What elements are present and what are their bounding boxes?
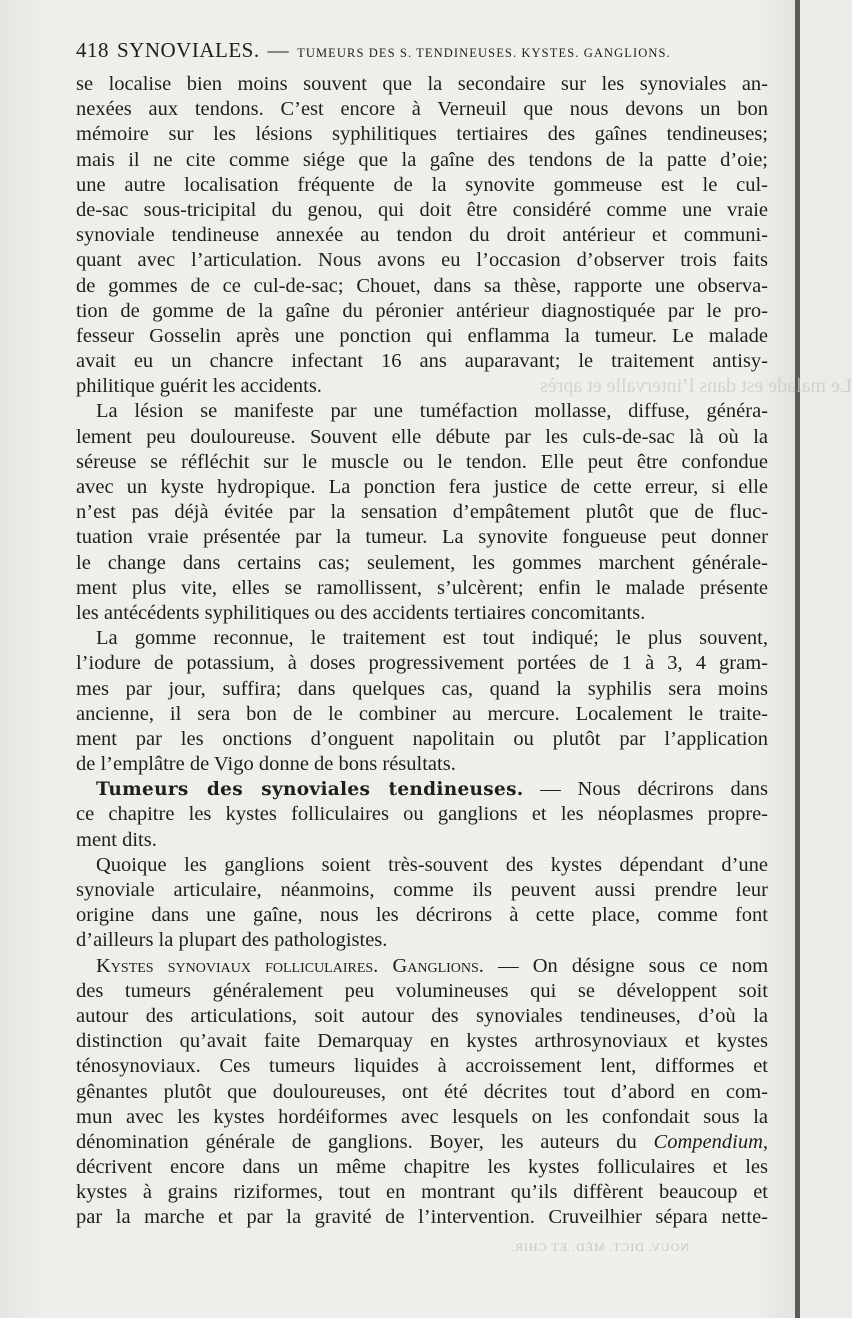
text-line: synoviale articulaire, néanmoins, comme ils peuvent aussi prendre leur bbox=[76, 879, 768, 901]
text-line: d’ailleurs la plupart des pathologistes. bbox=[76, 929, 388, 952]
text-line: ce chapitre les kystes folliculaires ou ganglions et les néoplasmes propre- bbox=[76, 803, 768, 826]
text-line: gênantes plutôt que douloureuses, ont été décrites tout d’abord en com- bbox=[76, 1080, 768, 1103]
text-line: tion de gomme de la gaîne du péronier antérieur diagnostiquée par le pro- bbox=[76, 299, 768, 322]
text-line: ment dits. bbox=[76, 828, 157, 851]
text-line: kystes à grains riziformes, tout en montrant qu’ils diffèrent beaucoup et bbox=[76, 1181, 768, 1204]
subsection-heading-line bbox=[76, 954, 768, 979]
bleed-through-text: Le malade est dans l’intervalle et après bbox=[540, 375, 852, 397]
header-separator: — bbox=[267, 38, 290, 62]
text-line: autour des articulations, soit autour des synoviales tendineuses, d’où la bbox=[76, 1004, 768, 1027]
text-line: avec un kyste hydropique. La ponction fera justice de cette erreur, si elle bbox=[76, 476, 768, 498]
text-line: philitique guérit les accidents. bbox=[76, 375, 322, 398]
text-line: quant avec l’articulation. Nous avons eu l’occasion d’observer trois faits bbox=[76, 249, 768, 272]
text-line: par la marche et par la gravité de l’intervention. Cruveilhier sépara nette- bbox=[76, 1206, 768, 1229]
text-line: nexées aux tendons. C’est encore à Verneuil que nous devons un bon bbox=[76, 98, 768, 121]
text-line: Quoique les ganglions soient très-souvent des kystes dépendant d’une bbox=[96, 853, 768, 876]
text-line: lement peu douloureuse. Souvent elle débute par les culs-de-sac là où la bbox=[76, 425, 768, 448]
text-line: le change dans certains cas; seulement, les gommes marchent générale- bbox=[76, 551, 768, 574]
text-line: ténosynoviaux. Ces tumeurs liquides à accroissement lent, difformes et bbox=[76, 1055, 768, 1078]
bleed-through-footer: NOUV. DICT. MÉD. ET CHIR. bbox=[510, 1240, 690, 1254]
text-line: ment par les onctions d’onguent napolitain ou plutôt par l’application bbox=[76, 727, 768, 750]
text-line: mémoire sur les lésions syphilitiques tertiaires des gaînes tendineuses; bbox=[76, 123, 768, 146]
text-line: La lésion se manifeste par une tuméfaction mollasse, diffuse, généra- bbox=[96, 400, 768, 423]
running-header bbox=[76, 38, 756, 63]
text-line: mes par jour, suffira; dans quelques cas, quand la syphilis sera moins bbox=[76, 677, 768, 700]
chapter-title: SYNOVIALES. bbox=[117, 38, 260, 62]
text-line: fesseur Gosselin après une ponction qui enflamma la tumeur. Le malade bbox=[76, 324, 768, 347]
text-line: avait eu un chancre infectant 16 ans auparavant; le traitement antisy- bbox=[76, 350, 768, 373]
text-line: n’est pas déjà évitée par la sensation d’empâtement plutôt que de fluc- bbox=[76, 501, 768, 524]
text-line: de l’emplâtre de Vigo donne de bons résultats. bbox=[76, 753, 456, 776]
text-line: distinction qu’avait faite Demarquay en kystes arthrosynoviaux et kystes bbox=[76, 1030, 768, 1053]
text-line: une autre localisation fréquente de la synovite gommeuse est le cul- bbox=[76, 173, 768, 196]
text-line: ment plus vite, elles se ramollissent, s’ulcèrent; enfin le malade présente bbox=[76, 576, 768, 599]
text-line: les antécédents syphilitiques ou des accidents tertiaires concomitants. bbox=[76, 601, 646, 624]
text-line-with-italic bbox=[76, 1130, 768, 1155]
text-line: La gomme reconnue, le traitement est tout indiqué; le plus souvent, bbox=[96, 627, 768, 650]
italic-word: Compendium, bbox=[653, 1130, 768, 1153]
text-run: — Nous décrirons dans bbox=[540, 778, 769, 801]
text-line: synoviale tendineuse annexée au tendon du droit antérieur et communi- bbox=[76, 224, 768, 247]
page-edge-shadow bbox=[795, 0, 800, 1318]
header-subtitle: TUMEURS DES S. TENDINEUSES. KYSTES. GANGLIONS. bbox=[297, 46, 671, 60]
text-line: des tumeurs généralement peu volumineuses qui se développent soit bbox=[76, 979, 768, 1002]
text-line: ancienne, il sera bon de le combiner au mercure. Localement le traite- bbox=[76, 702, 768, 725]
text-run: — On désigne sous ce nom bbox=[498, 954, 769, 977]
text-line: origine dans une gaîne, nous les décrirons à cette place, comme font bbox=[76, 904, 768, 927]
text-run: dénomination générale de ganglions. Boyer, les auteurs du bbox=[76, 1130, 637, 1153]
text-line: tuation vraie présentée par la tumeur. La synovite fongueuse peut donner bbox=[76, 526, 768, 549]
text-line: de gommes de ce cul-de-sac; Chouet, dans sa thèse, rapporte une observa- bbox=[76, 274, 768, 297]
section-title: Tumeurs des synoviales tendineuses. bbox=[96, 779, 524, 801]
text-line: l’iodure de potassium, à doses progressivement portées de 1 à 3, 4 gram- bbox=[76, 652, 768, 675]
section-heading-line bbox=[76, 777, 768, 802]
text-line: mais il ne cite comme siége que la gaîne des tendons de la patte d’oie; bbox=[76, 148, 768, 171]
text-line: se localise bien moins souvent que la secondaire sur les synoviales an- bbox=[76, 73, 768, 95]
subsection-title: Kystes synoviaux folliculaires. Ganglions. bbox=[96, 954, 484, 977]
body-text bbox=[76, 72, 768, 1231]
text-line: décrivent encore dans un même chapitre les kystes folliculaires et les bbox=[76, 1156, 768, 1179]
text-line: mun avec les kystes hordéiformes avec lesquels on les confondait sous la bbox=[76, 1105, 768, 1128]
text-line: séreuse se réfléchit sur le muscle ou le tendon. Elle peut être confondue bbox=[76, 450, 768, 473]
page-number: 418 bbox=[76, 38, 109, 62]
text-line: de-sac sous-tricipital du genou, qui doit être considéré comme une vraie bbox=[76, 198, 768, 221]
